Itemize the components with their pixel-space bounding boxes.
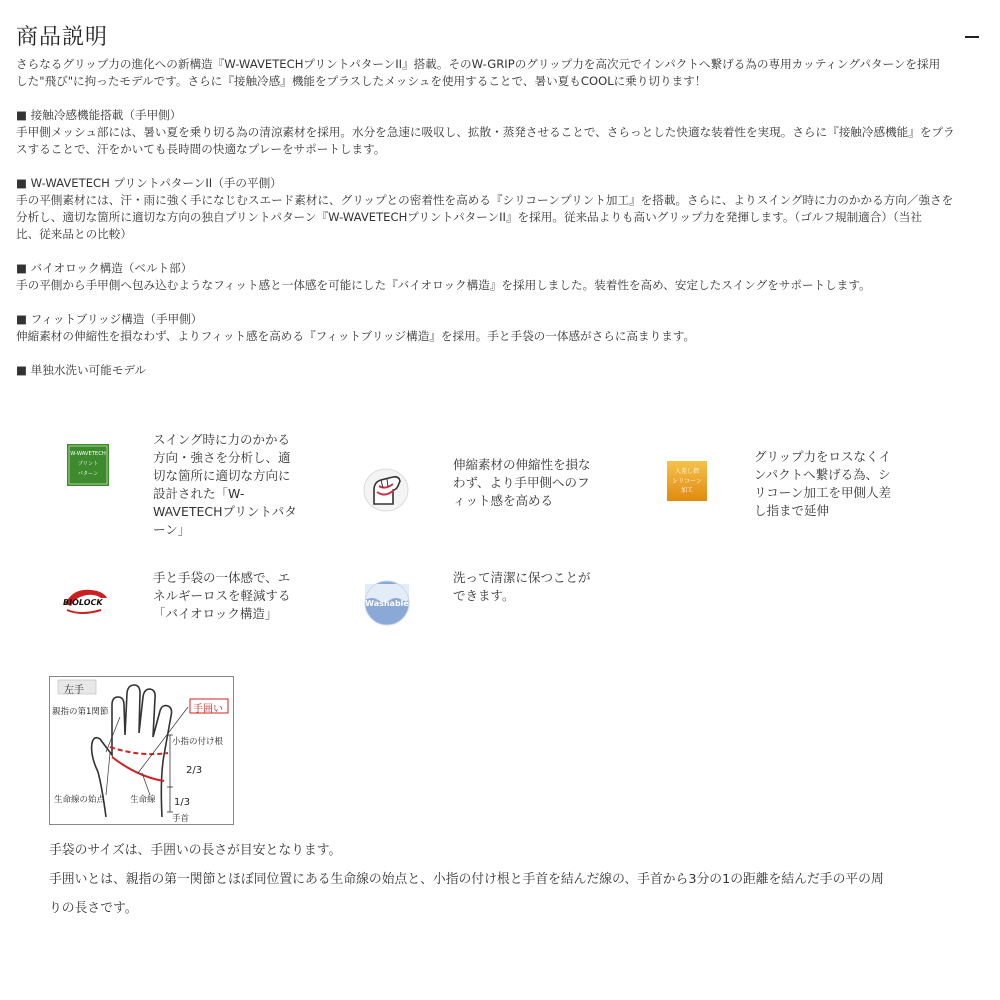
- section-line: 伸縮素材の伸縮性を損なわず、よりフィット感を高める『フィットブリッジ構造』を採用。手と手袋の一体感がさらに高まります。: [16, 329, 696, 343]
- feature-line: わず、より手甲側へのフ: [453, 475, 590, 490]
- section-heading-wavetech: ■ W-WAVETECH プリントパターンII（手の平側）: [16, 176, 282, 190]
- size-explanation: [49, 836, 969, 923]
- feature-line: ネルギーロスを軽減する: [153, 588, 291, 603]
- section-line: 手の平側素材には、汗・雨に強く手になじむスエード素材に、グリップとの密着性を高める『シリコーンプリント加工』を搭載。さらに、よりスイング時に力のかかる方向／強さを: [16, 193, 954, 207]
- product-description: [16, 56, 978, 379]
- feature-description: [754, 448, 914, 520]
- icon-text: プリント: [77, 461, 99, 467]
- pinky-base-label: 小指の付け根: [172, 737, 224, 747]
- feature-line: ーン」: [153, 522, 191, 537]
- feature-line: ィット感を高める: [453, 493, 554, 508]
- palm-girth-label: 手囲い: [193, 704, 223, 715]
- feature-line: 手と手袋の一体感で、エ: [153, 570, 291, 585]
- intro-line: した"飛び"に拘ったモデルです。さらに『接触冷感』機能をプラスしたメッシュを使用することで、暑い夏もCOOLに乗り切ります！: [16, 74, 707, 88]
- feature-line: ンパクトへ繋げる為、シ: [754, 467, 891, 482]
- lifeline-label: 生命線: [130, 795, 156, 805]
- icon-text: Washable: [365, 599, 409, 608]
- w-wavetech-print-pattern-icon: [67, 444, 109, 486]
- feature-line: 設計された「W-: [153, 486, 245, 501]
- size-text-line: 手袋のサイズは、手囲いの長さが目安となります。: [49, 843, 342, 858]
- section-heading-cooling: ■ 接触冷感機能搭載（手甲側）: [16, 108, 182, 122]
- feature-line: できます。: [453, 588, 515, 603]
- wrist-label: 手首: [172, 814, 190, 824]
- thumb-joint-label: 親指の第1関節: [52, 707, 109, 717]
- feature-line: 「バイオロック構造」: [153, 606, 278, 621]
- one-third-label: 1/3: [174, 797, 191, 808]
- feature-line: 切な箇所に適切な方向に: [153, 468, 291, 483]
- feature-line: 伸縮素材の伸縮性を損な: [453, 457, 591, 472]
- feature-line: スイング時に力のかかる: [153, 432, 291, 447]
- feature-line: 方向・強さを分析し、適: [153, 450, 291, 465]
- page-title: 商品説明: [16, 25, 109, 50]
- feature-description: [453, 456, 613, 510]
- feature-description: [453, 569, 613, 605]
- size-text-line: 手囲いとは、親指の第一関節とほぼ同位置にある生命線の始点と、小指の付け根と手首を結んだ線の、手首から3分の1の距離を結んだ手の平の周: [49, 872, 884, 887]
- feature-line: WAVETECHプリントパタ: [153, 504, 297, 519]
- hand-label: 左手: [64, 685, 84, 696]
- feature-line: 洗って清潔に保つことが: [453, 570, 591, 585]
- icon-text: 加工: [680, 487, 693, 494]
- section-line: 分析し、適切な箇所に適切な方向の独自プリントパターン『W-WAVETECHプリントパターンII』を採用。従来品よりも高いグリップ力を発揮します。（ゴルフ規制適合）（当社: [16, 210, 922, 224]
- section-line: 比、従来品との比較）: [16, 227, 132, 241]
- collapse-icon[interactable]: [962, 22, 982, 48]
- section-heading-washable: ■ 単独水洗い可能モデル: [16, 363, 146, 377]
- lifeline-start-label: 生命線の始点: [54, 795, 106, 805]
- feature-line: グリップ力をロスなくイ: [754, 449, 892, 464]
- section-heading-fitbridge: ■ フィットブリッジ構造（手甲側）: [16, 312, 203, 326]
- section-line: 手甲側メッシュ部には、暑い夏を乗り切る為の清涼素材を採用。水分を急速に吸収し、拡散・蒸発させることで、さらっとした快適な装着性を実現。さらに『接触冷感機能』をプラ: [16, 125, 955, 139]
- two-thirds-label: 2/3: [186, 765, 203, 776]
- icon-text: シリコーン: [672, 477, 702, 485]
- icon-text: W-WAVETECH: [70, 451, 106, 457]
- washable-icon: [364, 580, 410, 626]
- feature-line: し指まで延伸: [754, 503, 830, 518]
- hand-size-diagram: [49, 676, 234, 825]
- icon-text: パターン: [77, 471, 99, 477]
- icon-text: BIOLOCK: [62, 598, 104, 607]
- intro-line: さらなるグリップ力の進化への新構造『W-WAVETECHプリントパターンII』搭載。そのW-GRIPのグリップ力を高次元でインパクトへ繋げる為の専用カッティングパターンを採用: [16, 57, 941, 71]
- biolock-icon: [61, 584, 111, 620]
- icon-text: 人差し指: [674, 468, 699, 475]
- section-line: 手の平側から手甲側へ包み込むようなフィット感と一体感を可能にした『バイオロック構造』を採用しました。装着性を高め、安定したスイングをサポートします。: [16, 278, 871, 292]
- section-line: スすることで、汗をかいても長時間の快適なプレーをサポートします。: [16, 142, 386, 156]
- feature-description: [153, 431, 323, 539]
- silicone-print-icon: [667, 461, 707, 501]
- feature-line: リコーン加工を甲側人差: [754, 485, 892, 500]
- size-text-line: りの長さです。: [49, 901, 138, 916]
- feature-description: [153, 569, 313, 623]
- section-header: [16, 20, 982, 52]
- section-heading-biolock: ■ バイオロック構造（ベルト部）: [16, 261, 193, 275]
- fit-bridge-glove-icon: [363, 468, 409, 512]
